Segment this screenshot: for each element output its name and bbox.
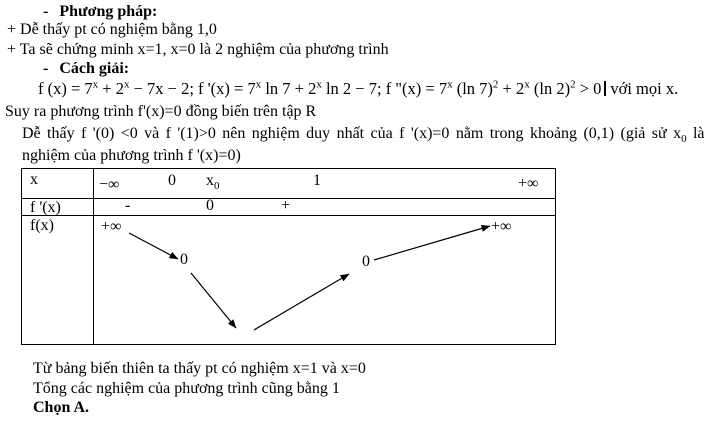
remark-prove: + Ta sẽ chứng minh x=1, x=0 là 2 nghiệm của phương trình — [7, 41, 389, 58]
formula-suffix: với mọi x. — [610, 79, 679, 98]
conclusion-roots: Từ bảng biến thiên ta thấy pt có nghiệm x=1 và x=0 — [33, 360, 366, 377]
conclusion-sum: Tổng các nghiệm của phương trình cũng bằng 1 — [33, 380, 340, 397]
method-heading — [43, 3, 157, 21]
increase-arrow-2-icon — [374, 226, 490, 260]
bullet-dash: - — [43, 3, 49, 20]
x-value-pos-infinity: +∞ — [518, 175, 539, 192]
method-heading-label: Phương pháp: — [59, 3, 158, 20]
variation-row — [22, 215, 555, 344]
x-value-x0 — [206, 172, 220, 193]
row-label-fprime: f '(x) — [30, 199, 61, 216]
solution-heading-label: Cách giải: — [59, 60, 130, 77]
variation-table — [21, 168, 556, 345]
derivative-formula-line — [38, 80, 678, 99]
row-label-x: x — [30, 171, 38, 188]
bullet-dash: - — [43, 60, 49, 77]
answer-choice: Chọn A. — [33, 399, 90, 416]
text-cursor — [604, 81, 606, 96]
decrease-arrow-2-icon — [191, 273, 236, 328]
fprime-sign-minus: - — [125, 197, 131, 214]
x0-subscript: 0 — [214, 180, 220, 193]
x0-base: x — [206, 172, 214, 189]
x-value-neg-infinity: −∞ — [99, 176, 120, 193]
root-interval-note: Dễ thấy f '(0) <0 và f '(1)>0 nên nghiệm duy nhất của f '(x)=0 nằm trong khoảng (0,1) (giả sử $x_0$ là — [22, 125, 705, 146]
f-value-zero-2: 0 — [362, 253, 370, 270]
root-interval-note-cont: nghiệm của phương trình f '(x)=0) — [22, 147, 241, 164]
decrease-arrow-1-icon — [129, 233, 178, 259]
fprime-sign-zero: 0 — [206, 197, 214, 214]
row-label-f: f(x) — [30, 217, 54, 234]
f-left-limit: +∞ — [101, 218, 122, 235]
derivative-formula: f $(x) = 7^x + 2^x - 7x - 2$; f '$(x) = 7^x$ $\ln 7 + 2^x$ ln 2 − 7; f "$(x) = 7^x$ (ln $7)^2 + 2^x$ (ln 2)$^2$ > 0 — [38, 78, 602, 98]
fprime-sign-plus: + — [281, 197, 291, 214]
solution-heading — [43, 60, 129, 78]
monotonic-note: Suy ra phương trình f'(x)=0 đồng biến trên tập R — [5, 103, 317, 120]
remark-roots: + Dễ thấy pt có nghiệm bằng 1,0 — [7, 21, 217, 38]
increase-arrow-1-icon — [254, 274, 349, 330]
x-value-zero: 0 — [168, 172, 176, 189]
f-value-zero-1: 0 — [180, 251, 188, 268]
f-right-limit: +∞ — [491, 218, 512, 235]
x-value-one: 1 — [313, 172, 321, 189]
